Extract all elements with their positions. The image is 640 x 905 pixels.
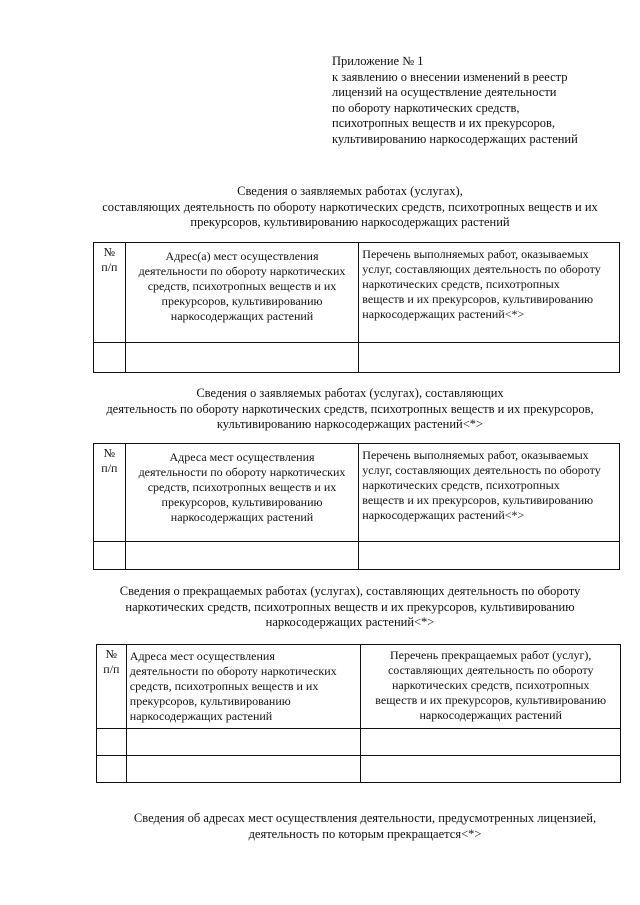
works-header-cell: [359, 243, 620, 343]
heading-line: культивированию наркосодержащих растений<*>: [216, 417, 484, 431]
header-text: средств, психотропных веществ и их: [147, 279, 337, 293]
header-text: средств, психотропных веществ и их: [129, 679, 319, 693]
table-cell: [361, 729, 621, 756]
header-text: Перечень прекращаемых работ (услуг),: [389, 648, 592, 662]
header-text: №: [105, 647, 118, 661]
table-header-row: [94, 444, 620, 542]
appendix-header: [332, 54, 632, 148]
section3-heading: [70, 584, 630, 631]
table-row: [97, 756, 621, 783]
appendix-line: лицензий на осуществление деятельности: [332, 85, 557, 100]
header-text: средств, психотропных веществ и их: [147, 480, 337, 494]
header-text: №: [103, 245, 116, 259]
address-header-cell: [125, 444, 359, 542]
header-text: деятельности по обороту наркотических: [138, 264, 346, 278]
header-text: Адрес(а) мест осуществления: [165, 249, 319, 263]
header-text: п/п: [101, 260, 118, 274]
header-text: прекурсоров, культивированию: [161, 495, 323, 509]
table-cell: [94, 343, 126, 373]
table-row: [97, 729, 621, 756]
appendix-line: к заявлению о внесении изменений в реестр: [332, 69, 568, 84]
table-row: [94, 542, 620, 570]
header-text: веществ и их прекурсоров, культивированию: [362, 292, 594, 306]
header-text: деятельности по обороту наркотических: [138, 465, 346, 479]
number-header-cell: [97, 645, 127, 729]
number-header-cell: [94, 444, 126, 542]
table-row: [94, 343, 620, 373]
header-text: прекурсоров, культивированию: [129, 694, 291, 708]
table-cell: [359, 343, 620, 373]
section4-heading: [110, 810, 620, 842]
section1-table: [93, 242, 620, 373]
header-text: Перечень выполняемых работ, оказываемых: [362, 448, 589, 462]
header-text: п/п: [103, 662, 120, 676]
heading-line: деятельность по которым прекращается<*>: [248, 827, 482, 841]
table-cell: [94, 542, 126, 570]
heading-line: Сведения об адресах мест осуществления деятельности, предусмотренных лицензией,: [133, 811, 597, 825]
heading-line: Сведения о заявляемых работах (услугах), составляющих: [196, 386, 504, 400]
header-text: наркосодержащих растений: [170, 309, 314, 323]
appendix-line: Приложение № 1: [332, 54, 424, 68]
header-text: услуг, составляющих деятельность по обороту: [362, 463, 601, 477]
table-cell: [125, 343, 359, 373]
header-text: наркосодержащих растений: [419, 708, 562, 722]
header-text: деятельности по обороту наркотических: [129, 664, 337, 678]
table-cell: [97, 756, 127, 783]
table-cell: [126, 729, 361, 756]
header-text: №: [103, 446, 116, 460]
number-header-cell: [94, 243, 126, 343]
header-text: прекурсоров, культивированию: [161, 294, 323, 308]
heading-line: Сведения о заявляемых работах (услугах),: [237, 184, 463, 198]
works-header-cell: [359, 444, 620, 542]
appendix-line: психотропных веществ и их прекурсоров,: [332, 116, 556, 131]
header-text: Перечень выполняемых работ, оказываемых: [362, 247, 589, 261]
works-header-cell: [361, 645, 621, 729]
table-cell: [125, 542, 359, 570]
header-text: Адреса мест осуществления: [129, 649, 275, 663]
table-header-row: [94, 243, 620, 343]
table-cell: [361, 756, 621, 783]
section1-heading: [70, 184, 630, 231]
heading-line: прекурсоров, культивированию наркосодержащих растений: [190, 215, 510, 229]
table-cell: [97, 729, 127, 756]
header-text: услуг, составляющих деятельность по обороту: [362, 262, 601, 276]
header-text: наркотических средств, психотропных: [362, 478, 560, 492]
appendix-line: по обороту наркотических средств,: [332, 100, 520, 115]
table-cell: [359, 542, 620, 570]
header-text: составляющих деятельность по обороту: [387, 663, 594, 677]
heading-line: наркосодержащих растений<*>: [265, 615, 435, 629]
heading-line: наркотических средств, психотропных веществ и их прекурсоров, культивированию: [125, 599, 575, 614]
header-text: Адреса мест осуществления: [169, 450, 315, 464]
section2-heading: [70, 386, 630, 433]
address-header-cell: [126, 645, 361, 729]
header-text: наркосодержащих растений: [170, 510, 314, 524]
table-header-row: [97, 645, 621, 729]
section2-table: [93, 443, 620, 570]
header-text: веществ и их прекурсоров, культивированию: [362, 493, 594, 507]
header-text: п/п: [101, 461, 118, 475]
header-text: наркотических средств, психотропных: [362, 277, 560, 291]
header-text: наркосодержащих растений: [129, 709, 273, 723]
heading-line: Сведения о прекращаемых работах (услугах), составляющих деятельность по обороту: [119, 584, 581, 598]
appendix-line: культивированию наркосодержащих растений: [332, 131, 578, 146]
section3-table: [96, 644, 621, 783]
header-text: наркосодержащих растений<*>: [362, 307, 525, 321]
header-text: наркосодержащих растений<*>: [362, 508, 525, 522]
header-text: веществ и их прекурсоров, культивированию: [375, 693, 607, 707]
table-cell: [126, 756, 361, 783]
address-header-cell: [125, 243, 359, 343]
heading-line: составляющих деятельность по обороту наркотических средств, психотропных веществ и их: [102, 199, 598, 214]
heading-line: деятельность по обороту наркотических средств, психотропных веществ и их прекурсоров,: [106, 401, 594, 416]
header-text: наркотических средств, психотропных: [391, 678, 590, 692]
